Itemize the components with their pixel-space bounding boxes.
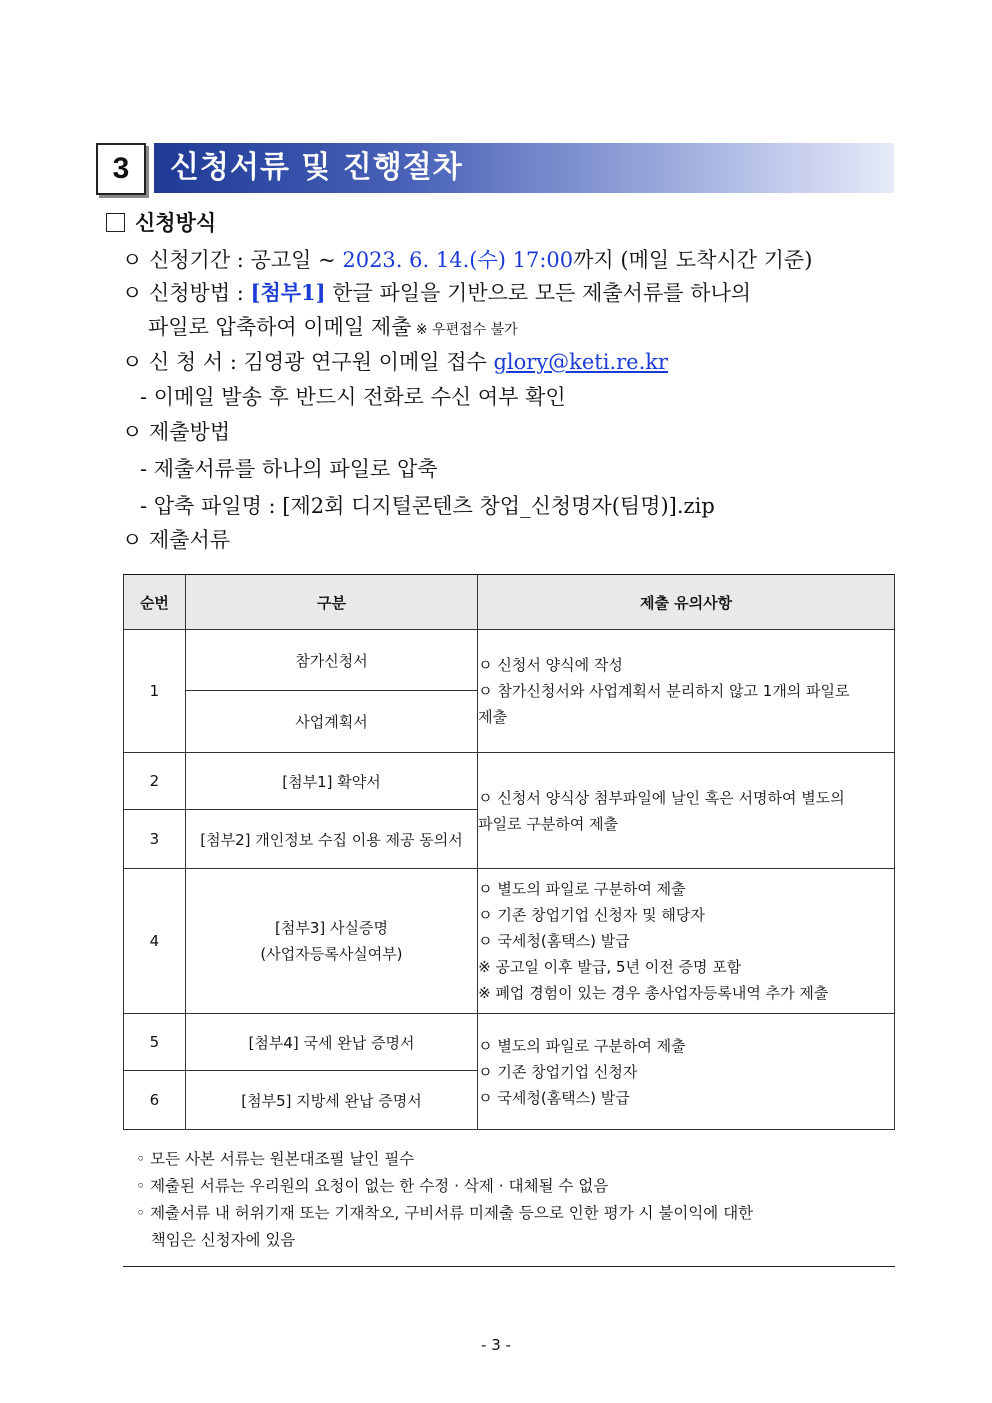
heading-text: 신청방식	[135, 210, 217, 235]
period-suffix: 까지 (메일 도착시간 기준)	[573, 248, 813, 272]
note-line: ㅇ 참가신청서와 사업계획서 분리하지 않고 1개의 파일로	[478, 682, 850, 700]
header-category: 구분	[185, 575, 477, 630]
row-notes	[478, 630, 895, 753]
period-label: ㅇ 신청기간 : 공고일 ~	[122, 248, 343, 272]
note-line: ㅇ 기존 창업기업 신청자	[478, 1062, 638, 1081]
checkbox-square-icon	[106, 213, 125, 232]
note-line: ㅇ 국세청(홈택스) 발급	[478, 1088, 630, 1107]
row-item	[185, 869, 477, 1014]
row-no: 2	[124, 753, 186, 810]
row-no: 5	[124, 1014, 186, 1071]
section-title: 신청서류 및 진행절차	[154, 143, 894, 193]
row-no: 1	[124, 630, 186, 753]
method-text: 한글 파일을 기반으로 모든 제출서류를 하나의	[325, 281, 752, 305]
row-item: [첨부1] 확약서	[185, 753, 477, 810]
page-number: - 3 -	[481, 1336, 511, 1354]
section-number: 3	[96, 143, 146, 195]
section-header	[96, 143, 896, 195]
row-item-line: [첨부3] 사실증명	[275, 919, 388, 937]
note-line: ㅇ 별도의 파일로 구분하여 제출	[478, 1036, 686, 1055]
table-row	[124, 630, 895, 691]
note-line: 파일로 구분하여 제출	[478, 814, 619, 833]
documents-table	[123, 574, 895, 1130]
note-line: ㅇ 별도의 파일로 구분하여 제출	[478, 880, 686, 898]
line-submit-method: ㅇ 제출방법	[122, 420, 231, 444]
table-row	[124, 869, 895, 1014]
applicant-label: ㅇ 신 청 서 : 김영광 연구원 이메일 접수	[122, 350, 494, 374]
row-item: [첨부5] 지방세 완납 증명서	[185, 1071, 477, 1130]
period-date: 2023. 6. 14.(수) 17:00	[342, 248, 574, 272]
line-submit-docs: ㅇ 제출서류	[122, 528, 231, 552]
row-item: [첨부2] 개인정보 수집 이용 제공 동의서	[185, 810, 477, 869]
row-item: 사업계획서	[185, 691, 477, 753]
row-no: 6	[124, 1071, 186, 1130]
bottom-divider	[123, 1266, 895, 1267]
method-text-2: 파일로 압축하여 이메일 제출	[148, 315, 412, 339]
header-notes: 제출 유의사항	[478, 575, 895, 630]
method-label: ㅇ 신청방법 :	[122, 281, 251, 305]
line-period	[122, 244, 812, 274]
line-compress: - 제출서류를 하나의 파일로 압축	[140, 457, 438, 481]
footnote: ◦ 제출서류 내 허위기재 또는 기재착오, 구비서류 미제출 등으로 인한 평가 시 불이익에 대한	[136, 1204, 754, 1222]
row-no: 4	[124, 869, 186, 1014]
note-line: 제출	[478, 708, 508, 726]
table-row	[124, 753, 895, 810]
note-line: ※ 폐업 경험이 있는 경우 총사업자등록내역 추가 제출	[478, 984, 829, 1002]
row-item: 참가신청서	[185, 630, 477, 691]
row-item: [첨부4] 국세 완납 증명서	[185, 1014, 477, 1071]
row-item-line: (사업자등록사실여부)	[260, 945, 403, 963]
footnotes	[136, 1146, 896, 1254]
line-filename: - 압축 파일명 : [제2회 디지털콘텐츠 창업_신청명자(팀명)].zip	[140, 494, 715, 518]
footnote: ◦ 제출된 서류는 우리원의 요청이 없는 한 수정 · 삭제 · 대체될 수 없음	[136, 1177, 609, 1195]
line-method-2	[148, 311, 518, 341]
row-no: 3	[124, 810, 186, 869]
line-method	[122, 277, 751, 307]
note-line: ㅇ 신청서 양식에 작성	[478, 656, 623, 674]
heading-application-method	[106, 207, 216, 237]
email-link[interactable]: glory@keti.re.kr	[493, 350, 669, 374]
method-attach-ref: [첨부1]	[250, 280, 326, 305]
line-confirm: - 이메일 발송 후 반드시 전화로 수신 여부 확인	[140, 385, 566, 409]
header-no: 순번	[124, 575, 186, 630]
note-line: ※ 공고일 이후 발급, 5년 이전 증명 포함	[478, 958, 742, 976]
note-line: ㅇ 신청서 양식상 첨부파일에 날인 혹은 서명하여 별도의	[478, 788, 845, 807]
footnote: 책임은 신청자에 있음	[136, 1231, 296, 1249]
row-notes	[478, 869, 895, 1014]
footnote: ◦ 모든 사본 서류는 원본대조필 날인 필수	[136, 1150, 415, 1168]
method-note: ※ 우편접수 불가	[411, 322, 518, 338]
line-applicant	[122, 346, 668, 376]
note-line: ㅇ 기존 창업기업 신청자 및 해당자	[478, 906, 705, 924]
table-row	[124, 1014, 895, 1071]
table-header-row	[124, 575, 895, 630]
note-line: ㅇ 국세청(홈택스) 발급	[478, 932, 630, 950]
row-notes	[478, 753, 895, 869]
row-notes	[478, 1014, 895, 1130]
